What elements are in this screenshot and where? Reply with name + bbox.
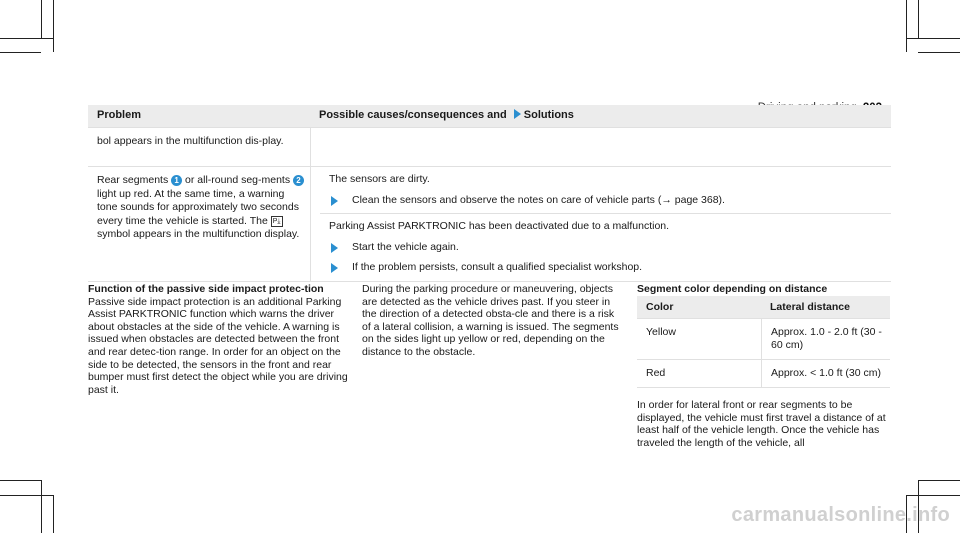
text-column-1 [88,283,350,396]
crop-mark [906,0,907,52]
table-row [637,318,890,359]
table-row [88,166,891,281]
color-cell: Yellow [646,326,676,338]
crop-mark [906,495,960,496]
cause-block [320,213,891,281]
problem-table [88,105,891,282]
problem-cell: Rear segments 1 or all-round seg-ments 2 light up red. At the same time, a warning tone sounds for approximately two seconds every time the vehicle is started. The P⤓ symbol appears in the multifunction display. [88,167,310,281]
distance-cell: Approx. 1.0 - 2.0 ft (30 - 60 cm) [761,319,890,359]
distance-column-header: Lateral distance [770,300,850,313]
text-column-2 [362,283,624,359]
crop-mark [0,52,41,53]
solution-cell [310,128,891,166]
crop-mark [41,480,42,533]
solutions-column-header: Possible causes/consequences and Solutions [319,109,574,122]
solution-step [329,194,891,208]
step-arrow-icon [331,263,338,273]
body-text: In order for lateral front or rear segments to be displayed, the vehicle must first travel a distance of at least half of the vehicle length. Once the vehicle has traveled the length of the vehicle, all [637,399,886,449]
cause-text: Parking Assist PARKTRONIC has been deactivated due to a malfunction. [329,220,670,232]
segment-table-header [637,296,890,318]
crop-mark [53,0,54,52]
crop-mark [906,38,960,39]
section-heading: Segment color depending on distance [637,283,828,295]
crop-mark [0,495,53,496]
watermark: carmanualsonline.info [731,504,950,526]
parktronic-off-icon: P⤓ [272,217,281,225]
segment-2-badge: 2 [293,175,304,186]
solution-step [329,241,891,255]
solution-step [329,261,891,275]
step-text: Start the vehicle again. [352,240,459,253]
cause-text: The sensors are dirty. [329,173,430,185]
segment-color-table [637,296,890,388]
table-row [88,127,891,166]
step-arrow-icon [331,243,338,253]
step-text: If the problem persists, consult a qualified specialist workshop. [352,261,643,273]
body-text: During the parking procedure or maneuvering, objects are detected as the vehicle drives past. If you steer in the direction of a detected obsta-cle and there is a risk of a lateral collision, a warning is issued. The segments on the sides light up yellow or red, depending on the distance to the obstacle. [362,283,619,358]
table-row [637,359,890,388]
crop-mark [918,52,960,53]
section-heading: Function of the passive side impact protec-tion [88,283,324,295]
solution-cell [310,167,891,281]
crop-mark [918,480,960,481]
step-arrow-icon [331,196,338,206]
cause-block [320,167,891,213]
text-column-3-body [637,399,890,449]
segment-1-badge: 1 [171,175,182,186]
text-column-3 [637,283,890,296]
step-text: Clean the sensors and observe the notes on care of vehicle parts (→ page 368). [352,193,725,206]
problem-cell: bol appears in the multifunction dis-play. [97,135,284,147]
problem-table-header [88,105,891,127]
crop-mark [41,0,42,38]
color-column-header: Color [646,300,674,313]
crop-mark [53,495,54,533]
crop-mark [0,38,53,39]
crop-mark [918,0,919,38]
solution-arrow-icon [514,109,521,119]
distance-cell: Approx. < 1.0 ft (30 cm) [761,360,890,387]
crop-mark [0,480,41,481]
body-text: Passive side impact protection is an additional Parking Assist PARKTRONIC function which warns the driver about obstacles at the side of the vehicle. A warning is issued when obstacles are detected between the front and rear detec-tion range. In order for an object on the side to be detected, the sensors in the front and rear bumper must first detect the object while you are driving past it. [88,295,348,396]
problem-column-header: Problem [97,109,142,122]
color-cell: Red [646,367,666,379]
